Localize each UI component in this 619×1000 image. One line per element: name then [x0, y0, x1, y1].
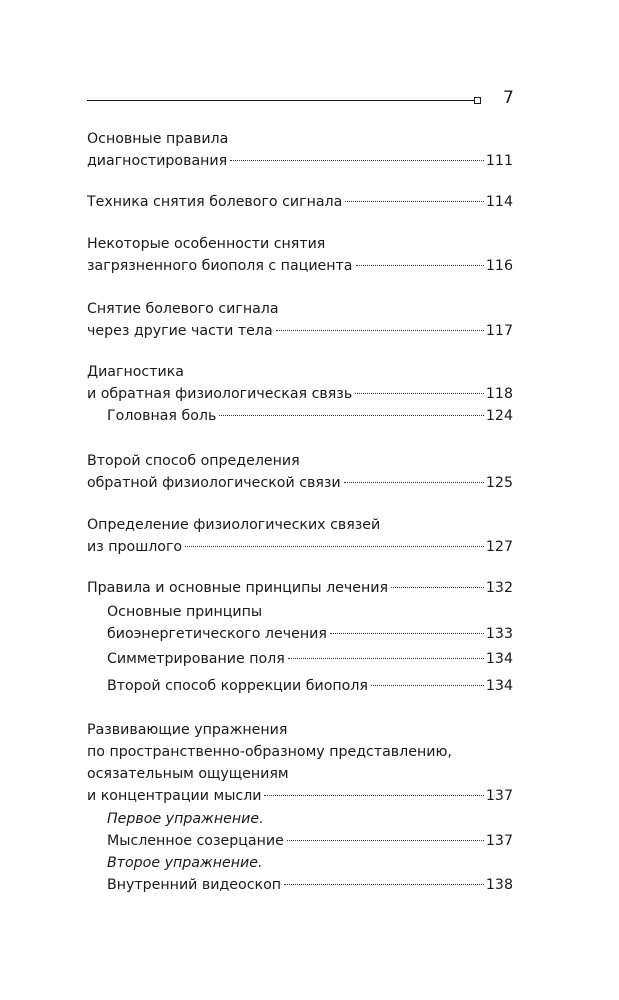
- toc-entry-last-line: [87, 785, 513, 807]
- toc-entry-last-line: [87, 577, 513, 599]
- toc-entry-title-line: осязательным ощущениям: [87, 766, 289, 782]
- header-rule: [87, 100, 475, 101]
- toc-page-number: 114: [485, 194, 513, 210]
- toc-entry-title-line: Симметрирование поля: [107, 651, 285, 667]
- dot-leader: [185, 546, 484, 547]
- toc-entry-last-line: [107, 675, 513, 697]
- toc-entry-title-line: диагностирования: [87, 153, 228, 169]
- toc-entry-last-line: [87, 536, 513, 558]
- toc-page-number: 117: [485, 323, 513, 339]
- toc-page-number: 133: [485, 626, 513, 642]
- toc-entry-title-line: через другие части тела: [87, 323, 273, 339]
- toc-page-number: 138: [485, 877, 513, 893]
- toc-entry-last-line: [107, 648, 513, 670]
- toc-entry[interactable]: [87, 361, 513, 405]
- toc-page-number: 111: [485, 153, 513, 169]
- toc-entry-last-line: [107, 874, 513, 896]
- dot-leader: [284, 884, 484, 885]
- toc-entry-title-line: Определение физиологических связей: [87, 517, 381, 533]
- dot-leader: [264, 795, 483, 796]
- toc-entry-title-line: Внутренний видеоскоп: [107, 877, 282, 893]
- toc-entry-title-line: Некоторые особенности снятия: [87, 236, 326, 252]
- toc-entry-title-line: Головная боль: [107, 408, 217, 424]
- dot-leader: [287, 840, 484, 841]
- toc-entry[interactable]: [87, 128, 513, 172]
- toc-entry-title-line: и обратная физиологическая связь: [87, 386, 353, 402]
- toc-subentry[interactable]: [107, 852, 513, 896]
- toc-page-number: 127: [485, 539, 513, 555]
- toc-entry-last-line: [107, 405, 513, 427]
- toc-entry-title-line: Основные правила: [87, 131, 229, 147]
- toc-entry-title-line: Второй способ определения: [87, 453, 300, 469]
- toc-entry-title-line: биоэнергетического лечения: [107, 626, 327, 642]
- page-number: 7: [503, 88, 514, 108]
- toc-entry-title-line: Первое упражнение.: [107, 811, 264, 827]
- dot-leader: [219, 415, 484, 416]
- dot-leader: [288, 658, 484, 659]
- header-square-ornament: [474, 97, 481, 104]
- toc-entry[interactable]: [87, 719, 513, 807]
- dot-leader: [356, 265, 484, 266]
- toc-entry-title-line: Развивающие упражнения: [87, 722, 288, 738]
- toc-page-number: 125: [485, 475, 513, 491]
- toc-entry-last-line: [87, 320, 513, 342]
- toc-entry[interactable]: [87, 298, 513, 342]
- toc-entry[interactable]: [87, 450, 513, 494]
- toc-page-number: 137: [485, 788, 513, 804]
- dot-leader: [391, 587, 484, 588]
- toc-entry-last-line: [87, 150, 513, 172]
- toc-entry[interactable]: [87, 577, 513, 599]
- toc-entry-last-line: [87, 191, 513, 213]
- dot-leader: [330, 633, 484, 634]
- toc-entry-title-line: Второй способ коррекции биополя: [107, 678, 368, 694]
- toc-entry-last-line: [87, 255, 513, 277]
- dot-leader: [230, 160, 484, 161]
- toc-entry-last-line: [107, 830, 513, 852]
- toc-entry-title-line: загрязненного биополя с пациента: [87, 258, 353, 274]
- toc-entry[interactable]: [87, 191, 513, 213]
- toc-page-number: 137: [485, 833, 513, 849]
- toc-entry-title-line: и концентрации мысли: [87, 788, 262, 804]
- toc-entry-title-line: из прошлого: [87, 539, 183, 555]
- toc-subentry[interactable]: [107, 405, 513, 427]
- toc-entry-title-line: Снятие болевого сигнала: [87, 301, 279, 317]
- dot-leader: [276, 330, 484, 331]
- toc-entry-title-line: Техника снятия болевого сигнала: [87, 194, 343, 210]
- toc-subentry[interactable]: [107, 601, 513, 645]
- toc-subentry[interactable]: [107, 675, 513, 697]
- toc-entry-title-line: Основные принципы: [107, 604, 263, 620]
- toc-entry-last-line: [87, 472, 513, 494]
- toc-entry-last-line: [87, 383, 513, 405]
- toc-subentry[interactable]: [107, 808, 513, 852]
- toc-entry-title-line: Второе упражнение.: [107, 855, 263, 871]
- toc-entry-title-line: Мысленное созерцание: [107, 833, 284, 849]
- toc-page-number: 124: [485, 408, 513, 424]
- toc-page-number: 134: [485, 651, 513, 667]
- toc-page-number: 132: [485, 580, 513, 596]
- toc-entry-title-line: обратной физиологической связи: [87, 475, 341, 491]
- dot-leader: [371, 685, 484, 686]
- toc-page-number: 134: [485, 678, 513, 694]
- toc-entry-title-line: Диагностика: [87, 364, 184, 380]
- toc-entry-last-line: [107, 623, 513, 645]
- toc-entry[interactable]: [87, 514, 513, 558]
- toc-entry[interactable]: [87, 233, 513, 277]
- dot-leader: [355, 393, 484, 394]
- toc-page-number: 118: [485, 386, 513, 402]
- toc-subentry[interactable]: [107, 648, 513, 670]
- toc-entry-title-line: Правила и основные принципы лечения: [87, 580, 389, 596]
- dot-leader: [344, 482, 484, 483]
- toc-page-number: 116: [485, 258, 513, 274]
- dot-leader: [345, 201, 484, 202]
- toc-entry-title-line: по пространственно-образному представлению,: [87, 744, 452, 760]
